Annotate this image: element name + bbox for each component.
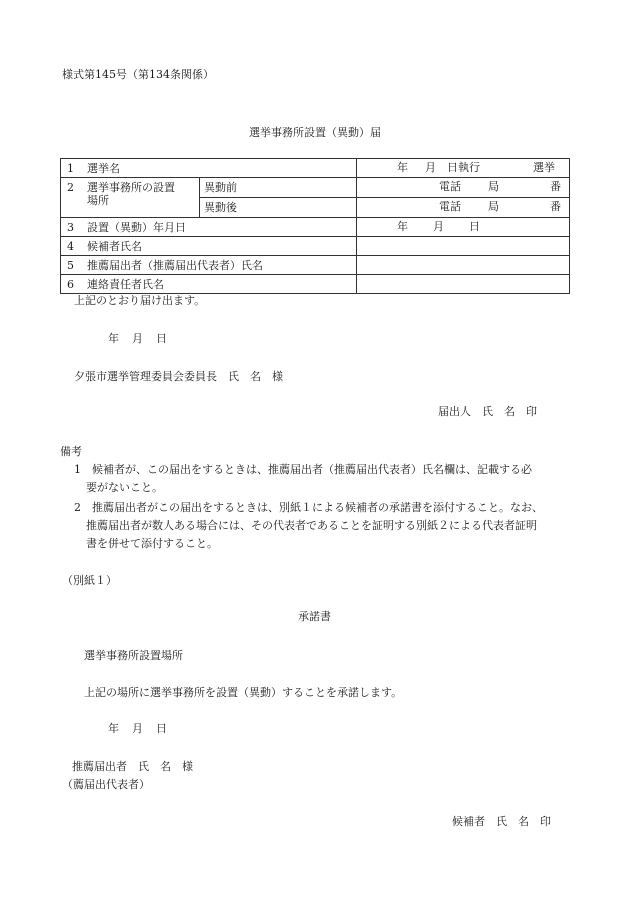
- form-number: 様式第145号（第134条関係）: [62, 68, 214, 81]
- year-label: 年: [397, 161, 408, 174]
- election-name-label: [61, 159, 357, 178]
- remark-text: 候補者が、この届出をするときは、推薦届出者（推薦届出代表者）氏名欄は、記載する必: [92, 463, 532, 476]
- setup-date-label: [61, 218, 357, 237]
- row-number: 1: [67, 161, 74, 175]
- month-label: 月: [433, 220, 444, 233]
- year-label: 年: [108, 332, 119, 345]
- candidate-name-label: [61, 237, 357, 256]
- row-label: 設置（異動）年月日: [87, 220, 186, 234]
- day-label: 日: [156, 722, 167, 735]
- day-label: 日: [469, 220, 480, 233]
- recommender-name-label: [61, 256, 357, 275]
- recommender-name-value[interactable]: [357, 256, 570, 275]
- addressee: 夕張市選挙管理委員会委員長 氏 名 様: [74, 370, 283, 383]
- remark-text: 書を併せて添付すること。: [86, 537, 218, 550]
- consent-body: 上記の場所に選挙事務所を設置（異動）することを承諾します。: [84, 686, 403, 699]
- table-row: [61, 159, 570, 178]
- row-number: 5: [67, 258, 74, 272]
- before-change-phone[interactable]: [357, 178, 570, 198]
- month-label: 月: [132, 722, 143, 735]
- notification-form-table: [60, 158, 570, 294]
- execution-day-label: 日執行: [447, 161, 480, 174]
- setup-date-value[interactable]: [357, 218, 570, 237]
- number-label: 番: [550, 200, 561, 213]
- remark-number: 1: [74, 463, 81, 476]
- row-number: 4: [67, 239, 74, 253]
- after-change-label: 異動後: [200, 198, 357, 218]
- document-title: 選挙事務所設置（異動）届: [249, 126, 381, 139]
- submitter-signature: 届出人 氏 名 印: [438, 405, 537, 418]
- row-label-continued: 場所: [87, 194, 109, 207]
- remark-text: 要がないこと。: [86, 481, 163, 494]
- statement: 上記のとおり届け出ます。: [74, 294, 206, 307]
- number-label: 番: [550, 180, 561, 193]
- contact-person-value[interactable]: [357, 275, 570, 294]
- row-number: 6: [67, 277, 74, 291]
- row-label: 推薦届出者（推薦届出代表者）氏名: [87, 258, 263, 272]
- row-number: 2: [67, 181, 74, 194]
- remark-number: 2: [74, 501, 81, 514]
- table-row: [61, 237, 570, 256]
- election-name-value[interactable]: [357, 159, 570, 178]
- office-location-label: [61, 178, 200, 218]
- remark-text: 推薦届出者が数人ある場合には、その代表者であることを証明する別紙２による代表者証明: [86, 519, 537, 532]
- before-change-label: 異動前: [200, 178, 357, 198]
- table-row: [61, 275, 570, 294]
- consent-title: 承諾書: [298, 610, 331, 623]
- recommender-representative: （薦届出代表者）: [62, 778, 150, 791]
- year-label: 年: [108, 722, 119, 735]
- phone-label: 電話: [439, 180, 461, 193]
- month-label: 月: [132, 332, 143, 345]
- candidate-name-value[interactable]: [357, 237, 570, 256]
- table-row: [61, 178, 570, 198]
- phone-label: 電話: [439, 200, 461, 213]
- table-row: [61, 218, 570, 237]
- row-number: 3: [67, 220, 74, 234]
- contact-person-label: [61, 275, 357, 294]
- day-label: 日: [156, 332, 167, 345]
- election-suffix: 選挙: [533, 161, 555, 174]
- candidate-signature: 候補者 氏 名 印: [452, 815, 551, 828]
- exchange-label: 局: [488, 180, 499, 193]
- row-label: 連絡責任者氏名: [87, 277, 164, 291]
- exchange-label: 局: [488, 200, 499, 213]
- attachment-label: （別紙１）: [62, 574, 117, 587]
- row-label: 選挙事務所の設置: [87, 181, 175, 194]
- row-label: 候補者氏名: [87, 239, 142, 253]
- recommender-addressee: 推薦届出者 氏 名 様: [72, 760, 193, 773]
- remarks-heading: 備考: [60, 445, 82, 458]
- row-label: 選挙名: [87, 161, 120, 175]
- year-label: 年: [397, 220, 408, 233]
- remark-text: 推薦届出者がこの届出をするときは、別紙１による候補者の承諾書を添付すること。なお、: [92, 501, 543, 514]
- office-location-heading: 選挙事務所設置場所: [84, 649, 183, 662]
- table-row: [61, 256, 570, 275]
- month-label: 月: [425, 161, 436, 174]
- after-change-phone[interactable]: [357, 198, 570, 218]
